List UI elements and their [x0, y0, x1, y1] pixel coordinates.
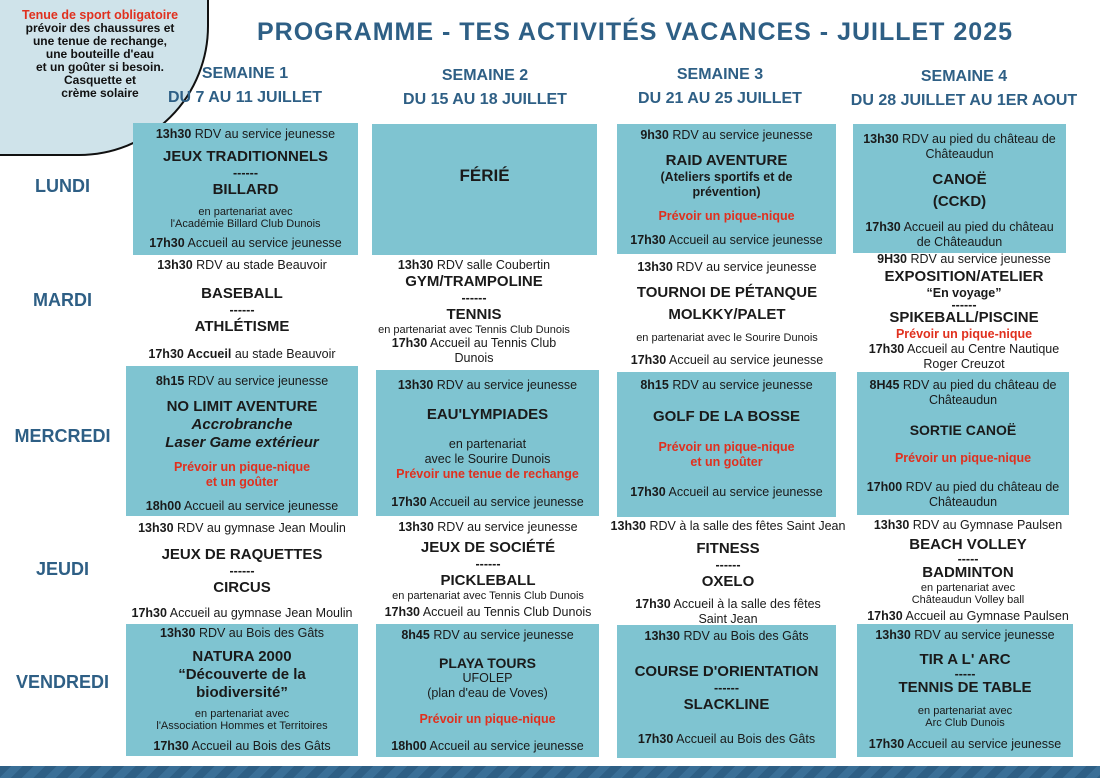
end-text: Accueil au service jeunesse: [429, 738, 584, 753]
cell-w1-mercredi: [126, 374, 358, 514]
activity: SLACKLINE: [683, 695, 770, 713]
end-text: Accueil au Tennis Club Dunois: [422, 605, 592, 619]
note-line: Casquette et: [63, 73, 137, 87]
cell-w2-lundi: [372, 166, 597, 190]
rdv-text: RDV au Bois des Gâts: [683, 629, 809, 643]
separator: ------: [461, 291, 487, 305]
end-text: Accueil au service jeunesse: [184, 498, 339, 513]
note-line: une tenue de rechange,: [32, 34, 168, 48]
end-time: 17h00: [866, 479, 903, 494]
activity: JEUX TRADITIONNELS: [162, 148, 328, 166]
separator: ------: [233, 166, 258, 181]
end-text: Accueil à la salle des fêtes: [673, 597, 821, 611]
rdv-text: RDV au Gymnase Paulsen: [912, 518, 1063, 532]
cell-w4-mercredi: [857, 378, 1069, 510]
end-time: 17h30: [865, 220, 901, 234]
cell-w2-mercredi: [376, 378, 599, 510]
separator: -----: [954, 667, 976, 681]
end-time: 17h30: [131, 606, 167, 620]
end-time: 17h30: [384, 605, 421, 619]
rdv-text: Châteaudun: [928, 393, 998, 407]
rdv-text: RDV à la salle des fêtes Saint Jean: [649, 519, 846, 533]
end-time: 17h30: [153, 738, 189, 753]
activity: JEUX DE RAQUETTES: [161, 545, 323, 563]
separator: ------: [475, 556, 501, 571]
activity: TIR A L' ARC: [919, 651, 1011, 668]
activity: JEUX DE SOCIÉTÉ: [420, 538, 556, 556]
cell-w4-mardi: [848, 252, 1080, 372]
end-text: au stade Beauvoir: [234, 347, 336, 361]
separator: ------: [715, 558, 741, 572]
partner-text: en partenariat avec: [917, 705, 1013, 717]
activity-detail: (plan d'eau de Voves): [427, 685, 548, 700]
note-line: prévoir des chaussures et: [25, 21, 175, 35]
warning-text: Prévoir un pique-nique: [173, 460, 311, 475]
rdv-time: 13h30: [875, 628, 911, 642]
day-vendredi: VENDREDI: [15, 672, 109, 692]
partner-text: l'Académie Billard Club Dunois: [170, 217, 321, 230]
end-text: Saint Jean: [698, 612, 758, 626]
activity: GYM/TRAMPOLINE: [405, 273, 543, 290]
warning-text: Prévoir une tenue de rechange: [396, 467, 579, 481]
week-name: SEMAINE 4: [920, 68, 1008, 85]
end-time: 17h30: [391, 495, 427, 509]
activity: BEACH VOLLEY: [909, 536, 1027, 553]
partner-text: en partenariat avec Tennis Club Dunois: [378, 324, 570, 336]
partner-text: en partenariat avec le Sourire Dunois: [636, 332, 818, 345]
rdv-time: 13h30: [863, 132, 899, 146]
activity: Laser Game extérieur: [165, 433, 319, 451]
separator: ------: [229, 563, 255, 578]
rdv-time: 13h30: [610, 519, 646, 533]
week-dates: DU 7 AU 11 JUILLET: [167, 89, 323, 106]
rdv-time: 13h30: [155, 127, 192, 141]
activity: PICKLEBALL: [440, 571, 536, 589]
rdv-time: 13h30: [637, 260, 673, 274]
note-headline: Tenue de sport obligatoire: [21, 8, 179, 22]
activity: PLAYA TOURS: [439, 654, 536, 671]
day-mercredi: MERCREDI: [14, 426, 111, 446]
partner-text: en partenariat: [448, 437, 527, 451]
end-time: 17h30: [868, 737, 905, 751]
activity: SORTIE CANOË: [909, 421, 1017, 438]
end-text: Châteaudun: [928, 494, 998, 509]
week-header-2: [380, 64, 590, 112]
rdv-text: RDV au Bois des Gâts: [198, 626, 324, 640]
rdv-text: RDV au service jeunesse: [187, 374, 329, 388]
activity: EAU'LYMPIADES: [426, 406, 549, 423]
note-line: une bouteille d'eau: [45, 47, 155, 61]
activity: FITNESS: [696, 540, 760, 557]
end-time: 17h30: [391, 336, 428, 350]
cell-w2-jeudi: [368, 520, 608, 620]
cell-w4-vendredi: [857, 628, 1073, 752]
activity-detail: “En voyage”: [926, 285, 1002, 300]
rdv-text: RDV au service jeunesse: [914, 628, 1055, 642]
day-jeudi: JEUDI: [35, 559, 89, 579]
activity: “Découverte de la: [178, 665, 306, 683]
activity: TOURNOI DE PÉTANQUE: [636, 283, 818, 301]
end-text: Accueil au Centre Nautique: [907, 342, 1060, 356]
activity-detail: prévention): [692, 185, 761, 199]
separator: ------: [951, 297, 977, 312]
cell-w2-mardi: [360, 258, 588, 366]
rdv-time: 13h30: [157, 258, 193, 272]
week-header-3: [615, 63, 825, 111]
end-text: Accueil au pied du château: [903, 220, 1054, 234]
note-line: et un goûter si besoin.: [35, 60, 164, 74]
end-text: Accueil au Bois des Gâts: [676, 732, 816, 746]
activity: (CCKD): [932, 193, 987, 210]
activity: TENNIS: [446, 306, 502, 323]
rdv-time: 8H45: [869, 378, 900, 392]
rdv-time: 13h30: [397, 258, 434, 272]
activity: TENNIS DE TABLE: [898, 679, 1032, 696]
cell-w2-vendredi: [376, 628, 599, 754]
end-text: Accueil au service jeunesse: [668, 233, 823, 247]
cell-w1-jeudi: [120, 521, 364, 621]
warning-text: Prévoir un pique-nique: [894, 451, 1032, 466]
cell-w1-lundi: [133, 127, 358, 251]
end-text: Accueil au Tennis Club: [430, 336, 557, 350]
partner-text: en partenariat avec: [920, 582, 1016, 594]
end-text: Accueil au service jeunesse: [668, 484, 823, 499]
rdv-time: 13h30: [644, 629, 680, 643]
activity: RAID AVENTURE: [665, 152, 788, 169]
rdv-text: RDV au pied du château de: [902, 378, 1057, 392]
page-title: PROGRAMME - TES ACTIVITÉS VACANCES - JUILLET 2025: [256, 18, 1014, 46]
activity: BADMINTON: [922, 564, 1014, 581]
rdv-time: 8h45: [401, 628, 430, 642]
cell-w3-lundi: [617, 128, 836, 248]
end-time: 17h30: [630, 352, 667, 367]
end-text: Accueil au Bois des Gâts: [191, 738, 331, 753]
week-header-1: [140, 62, 350, 110]
rdv-time: 13h30: [398, 520, 434, 534]
activity-detail: (Ateliers sportifs et de: [660, 170, 793, 184]
day-lundi: LUNDI: [35, 176, 90, 196]
cell-w4-jeudi: [853, 518, 1083, 624]
end-text: Accueil au service jeunesse: [907, 737, 1062, 751]
partner-text: en partenariat avec: [198, 205, 293, 218]
end-time: 17h30: [149, 235, 185, 250]
activity: NO LIMIT AVENTURE: [166, 397, 318, 415]
end-text: Accueil au service jeunesse: [187, 235, 342, 250]
rdv-time: 9h30: [640, 128, 669, 142]
cell-w1-vendredi: [126, 626, 358, 754]
activity: CIRCUS: [213, 578, 271, 596]
end-time: 17h30: [635, 597, 671, 611]
activity: EXPOSITION/ATELIER: [884, 267, 1044, 285]
warning-text: et un goûter: [690, 455, 763, 470]
partner-text: avec le Sourire Dunois: [424, 452, 551, 466]
activity: SPIKEBALL/PISCINE: [889, 308, 1039, 326]
end-time: 17h30: [630, 484, 666, 499]
end-text: RDV au pied du château de: [905, 479, 1060, 494]
activity: MOLKKY/PALET: [668, 305, 786, 323]
rdv-time: 13h30: [138, 521, 174, 535]
end-text: Dunois: [454, 351, 494, 365]
warning-text: Prévoir un pique-nique: [895, 326, 1033, 341]
activity: COURSE D'ORIENTATION: [634, 662, 819, 680]
end-time: 17h30 Accueil: [148, 347, 232, 361]
rdv-text: RDV au service jeunesse: [436, 378, 578, 392]
partner-text: en partenariat avec Tennis Club Dunois: [392, 589, 584, 602]
end-time: 17h30: [867, 609, 903, 623]
activity: Accrobranche: [191, 415, 293, 433]
week-dates: DU 28 JUILLET AU 1ER AOUT: [850, 92, 1078, 109]
week-name: SEMAINE 2: [441, 67, 529, 84]
separator: ------: [714, 680, 739, 695]
rdv-time: 8h15: [640, 378, 669, 392]
end-text: Accueil au Gymnase Paulsen: [905, 609, 1069, 623]
rdv-text: RDV au service jeunesse: [672, 378, 813, 392]
rdv-time: 13h30: [160, 626, 196, 640]
cell-w3-mardi: [612, 260, 842, 368]
partner-text: Châteaudun Volley ball: [911, 594, 1025, 606]
warning-text: Prévoir un pique-nique: [658, 440, 795, 455]
end-text: Accueil au gymnase Jean Moulin: [169, 606, 353, 620]
end-time: 17h30: [637, 732, 674, 746]
warning-text: et un goûter: [205, 475, 279, 490]
day-mardi: MARDI: [33, 290, 92, 310]
warning-text: Prévoir un pique-nique: [658, 209, 795, 223]
end-text: Roger Creuzot: [923, 357, 1005, 371]
rdv-text: RDV au service jeunesse: [672, 128, 813, 142]
warning-text: Prévoir un pique-nique: [419, 712, 556, 727]
activity: biodiversité”: [196, 683, 288, 701]
rdv-text: RDV au service jeunesse: [433, 628, 574, 642]
rdv-text: RDV au service jeunesse: [194, 127, 336, 141]
rdv-text: RDV au gymnase Jean Moulin: [177, 521, 346, 535]
activity: NATURA 2000: [192, 647, 292, 665]
end-time: 17h30: [630, 233, 666, 247]
activity: GOLF DE LA BOSSE: [653, 407, 800, 425]
end-text: Accueil au service jeunesse: [669, 352, 824, 367]
end-text: Accueil au service jeunesse: [429, 495, 584, 509]
cell-w1-mardi: [126, 258, 358, 362]
note-line: crème solaire: [61, 86, 139, 100]
cell-w4-lundi: [853, 132, 1066, 250]
cell-w3-mercredi: [617, 378, 836, 500]
partner-text: l'Association Hommes et Territoires: [156, 720, 328, 733]
end-text: de Châteaudun: [916, 235, 1003, 249]
activity: BASEBALL: [201, 284, 283, 302]
activity: BILLARD: [212, 181, 279, 199]
holiday-label: FÉRIÉ: [459, 166, 510, 185]
rdv-time: 8h15: [155, 374, 185, 388]
rdv-text: RDV au service jeunesse: [910, 252, 1051, 266]
end-time: 17h30: [868, 342, 905, 356]
week-dates: DU 15 AU 18 JUILLET: [403, 91, 567, 108]
cell-w3-jeudi: [600, 519, 856, 627]
bottom-stripe: [0, 766, 1100, 778]
activity: OXELO: [701, 573, 755, 590]
separator: ------: [229, 302, 255, 317]
partner-text: en partenariat avec: [194, 708, 290, 721]
rdv-text: RDV salle Coubertin: [436, 258, 551, 272]
separator: -----: [957, 552, 979, 566]
rdv-text: RDV au stade Beauvoir: [196, 258, 327, 272]
end-time: 18h00: [391, 738, 427, 753]
end-time: 18h00: [145, 498, 182, 513]
rdv-text: RDV au service jeunesse: [676, 260, 817, 274]
rdv-time: 13h30: [873, 518, 910, 532]
rdv-text: RDV au service jeunesse: [437, 520, 578, 534]
rdv-time: 9H30: [877, 252, 908, 266]
cell-w3-vendredi: [617, 629, 836, 747]
rdv-text: Châteaudun: [925, 147, 994, 161]
activity: ATHLÉTISME: [194, 317, 290, 335]
week-name: SEMAINE 1: [201, 65, 289, 82]
rdv-text: RDV au pied du château de: [902, 132, 1056, 146]
rdv-time: 13h30: [397, 378, 434, 392]
activity: CANOË: [932, 171, 987, 188]
week-dates: DU 21 AU 25 JUILLET: [638, 90, 802, 107]
week-header-4: [840, 65, 1088, 113]
week-name: SEMAINE 3: [676, 66, 764, 83]
partner-text: Arc Club Dunois: [925, 717, 1005, 729]
activity-detail: UFOLEP: [462, 670, 513, 685]
